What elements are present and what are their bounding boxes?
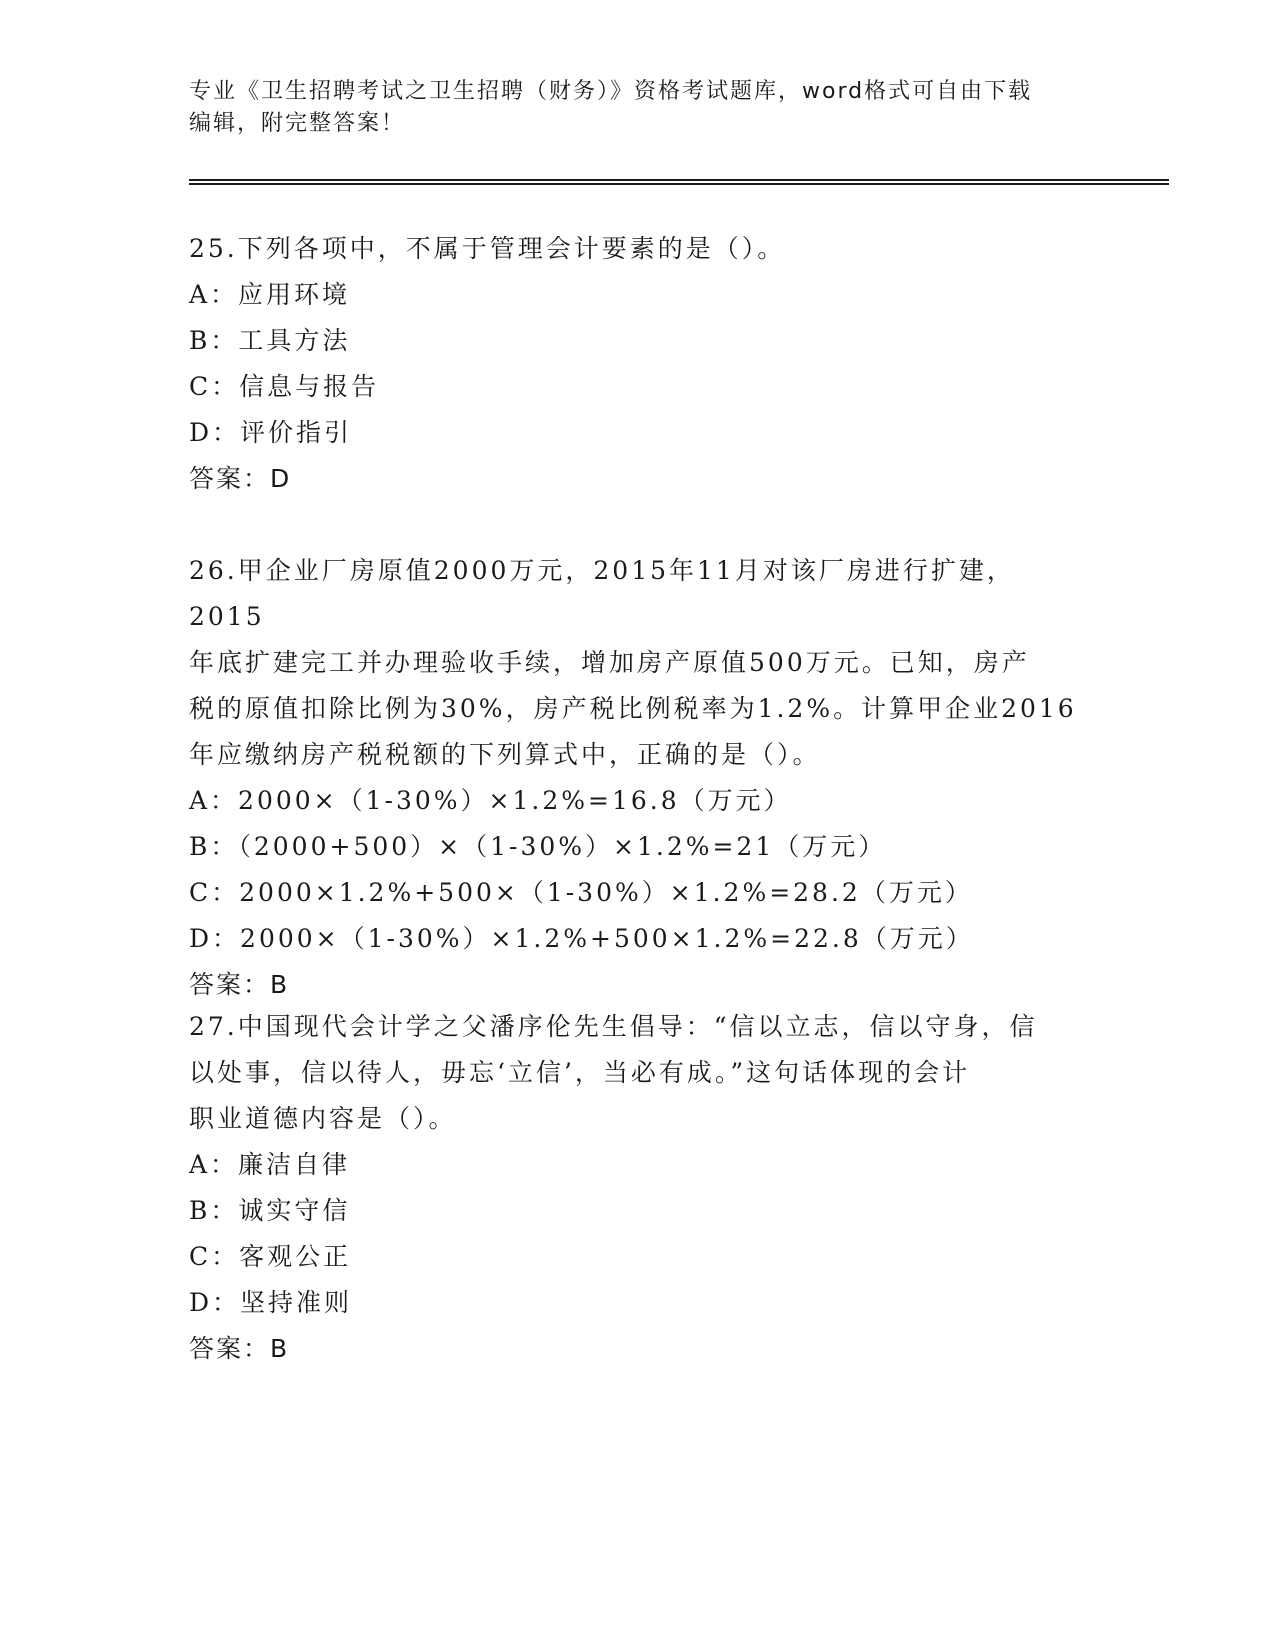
question-25: [189, 226, 1089, 502]
question-26: [189, 548, 1089, 1008]
question-stem-line-3: 职业道德内容是（）。: [189, 1104, 457, 1133]
question-27: [189, 1004, 1089, 1372]
question-stem: 25.下列各项中，不属于管理会计要素的是（）。: [189, 234, 786, 263]
option-d: D：2000×（1-30%）×1.2%+500×1.2%=22.8（万元）: [189, 924, 974, 953]
question-stem-line-4: 年应缴纳房产税税额的下列算式中，正确的是（）。: [189, 740, 821, 769]
answer-line: 答案：D: [189, 464, 292, 493]
option-b: B：工具方法: [189, 326, 351, 355]
option-c: C：2000×1.2%+500×（1-30%）×1.2%=28.2（万元）: [189, 878, 973, 907]
answer-line: 答案：B: [189, 970, 290, 999]
option-c: C：客观公正: [189, 1242, 352, 1271]
option-b: B：（2000+500）×（1-30%）×1.2%=21（万元）: [189, 832, 887, 861]
option-a: A：2000×（1-30%）×1.2%=16.8（万元）: [189, 786, 792, 815]
option-a: A：廉洁自律: [189, 1150, 351, 1179]
option-c: C：信息与报告: [189, 372, 380, 401]
answer-line: 答案：B: [189, 1334, 290, 1363]
option-d: D：坚持准则: [189, 1288, 353, 1317]
question-stem-line-2: 以处事，信以待人，毋忘‘立信’，当必有成。”这句话体现的会计: [189, 1058, 971, 1087]
option-b: B：诚实守信: [189, 1196, 351, 1225]
question-stem-line-1: 27.中国现代会计学之父潘序伦先生倡导：“信以立志，信以守身，信: [189, 1012, 1038, 1041]
header-line-1: 专业《卫生招聘考试之卫生招聘（财务）》资格考试题库，word格式可自由下载: [189, 79, 1033, 104]
header-line-2: 编辑，附完整答案！: [189, 111, 406, 136]
option-a: A：应用环境: [189, 280, 351, 309]
option-d: D：评价指引: [189, 418, 353, 447]
header-double-rule: [189, 179, 1169, 185]
document-header: [189, 76, 1089, 140]
question-stem-line-2: 年底扩建完工并办理验收手续，增加房产原值500万元。已知，房产: [189, 648, 1030, 677]
question-stem-line-3: 税的原值扣除比例为30%，房产税比例税率为1.2%。计算甲企业2016: [189, 694, 1077, 723]
question-stem-line-1: 26.甲企业厂房原值2000万元，2015年11月对该厂房进行扩建，2015: [189, 556, 1015, 631]
